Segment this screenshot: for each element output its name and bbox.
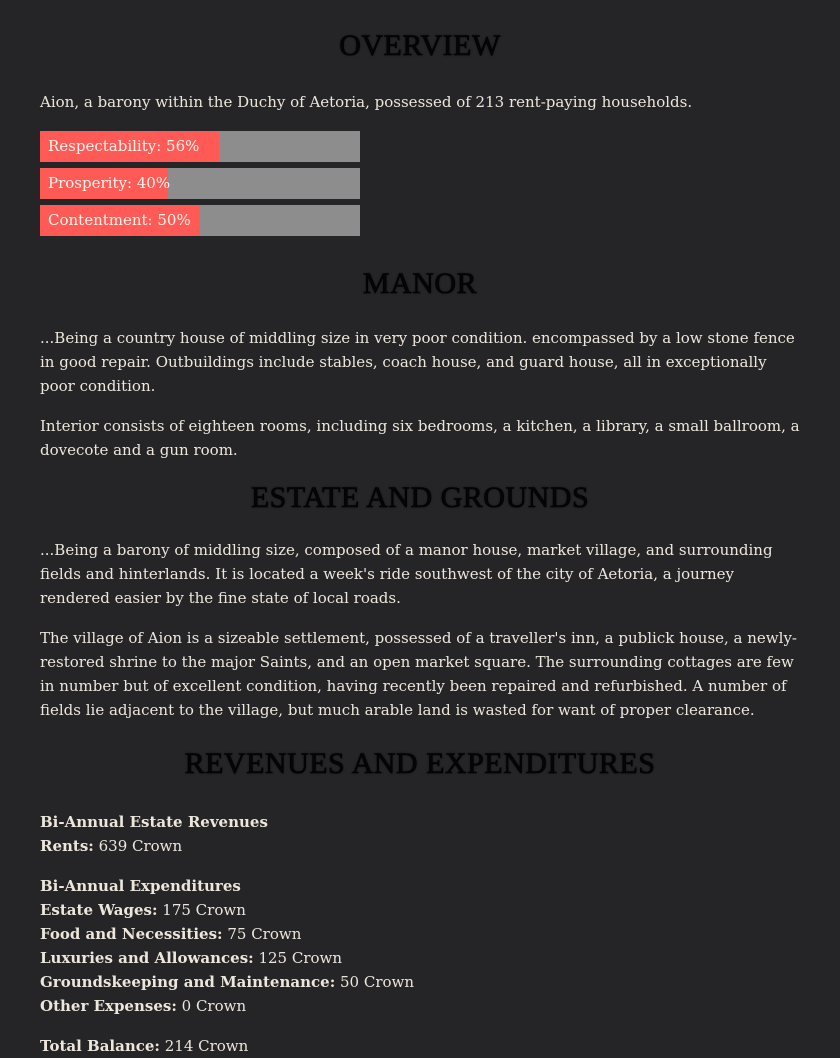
expenditure-item — [40, 994, 800, 1018]
total-block — [40, 1034, 800, 1058]
revenue-label: Rents: — [40, 837, 94, 855]
expenditure-value: 175 Crown — [162, 901, 246, 919]
expenditure-value: 75 Crown — [227, 925, 302, 943]
expenditure-item — [40, 970, 800, 994]
manor-title: MANOR — [362, 267, 478, 300]
estate-description: ...Being a barony of middling size, composed of a manor house, market village, and surrounding fields and hinterlands. It is located a week's ride southwest of the city of Aetoria, a journey rendered easier by the fine state of local roads. — [40, 541, 773, 607]
revenue-item — [40, 834, 800, 858]
finances-title: REVENUES AND EXPENDITURES — [184, 747, 656, 780]
expenditure-value: 125 Crown — [258, 949, 343, 967]
total-balance — [40, 1034, 800, 1058]
expenditure-item — [40, 946, 800, 970]
expenditure-label: Groundskeeping and Maintenance: — [40, 973, 336, 991]
manor-description: ...Being a country house of middling size in very poor condition. encompassed by a low stone fence in good repair. Outbuildings include stables, coach house, and guard house, all in exceptionally poor condition. — [40, 329, 795, 395]
expenditure-value: 0 Crown — [181, 997, 247, 1015]
expenditures-block — [40, 874, 800, 1018]
expenditure-label: Estate Wages: — [40, 901, 158, 919]
total-label: Total Balance: — [40, 1037, 160, 1055]
revenues-block — [40, 810, 800, 858]
overview-title: OVERVIEW — [339, 29, 501, 62]
estate-title: ESTATE AND GROUNDS — [250, 481, 590, 514]
village-description: The village of Aion is a sizeable settlement, possessed of a traveller's inn, a publick house, a newly-restored shrine to the major Saints, and an open market square. The surrounding cottages are few in number but of excellent condition, having recently been repaired and refurbished. A number of fields lie adjacent to the village, but much arable land is wasted for want of proper clearance. — [40, 629, 797, 719]
overview-intro: Aion, a barony within the Duchy of Aetoria, possessed of 213 rent-paying households. — [40, 93, 693, 111]
contentment-label: Contentment: 50% — [48, 211, 191, 229]
manor-interior: Interior consists of eighteen rooms, including six bedrooms, a kitchen, a library, a small ballroom, a dovecote and a gun room. — [40, 417, 800, 459]
prosperity-bar — [40, 168, 360, 199]
expenditure-label: Other Expenses: — [40, 997, 177, 1015]
revenue-value: 639 Crown — [98, 837, 183, 855]
respectability-label: Respectability: 56% — [48, 137, 200, 155]
expenditure-value: 50 Crown — [340, 973, 415, 991]
expenditures-heading: Bi-Annual Expenditures — [40, 877, 241, 895]
finances — [40, 810, 800, 1058]
expenditure-label: Luxuries and Allowances: — [40, 949, 254, 967]
stat-bars — [40, 131, 800, 236]
total-value: 214 Crown — [164, 1037, 249, 1055]
revenues-heading: Bi-Annual Estate Revenues — [40, 813, 268, 831]
expenditure-label: Food and Necessities: — [40, 925, 223, 943]
expenditure-item — [40, 898, 800, 922]
expenditure-item — [40, 922, 800, 946]
respectability-bar — [40, 131, 360, 162]
contentment-bar — [40, 205, 360, 236]
prosperity-label: Prosperity: 40% — [48, 174, 171, 192]
